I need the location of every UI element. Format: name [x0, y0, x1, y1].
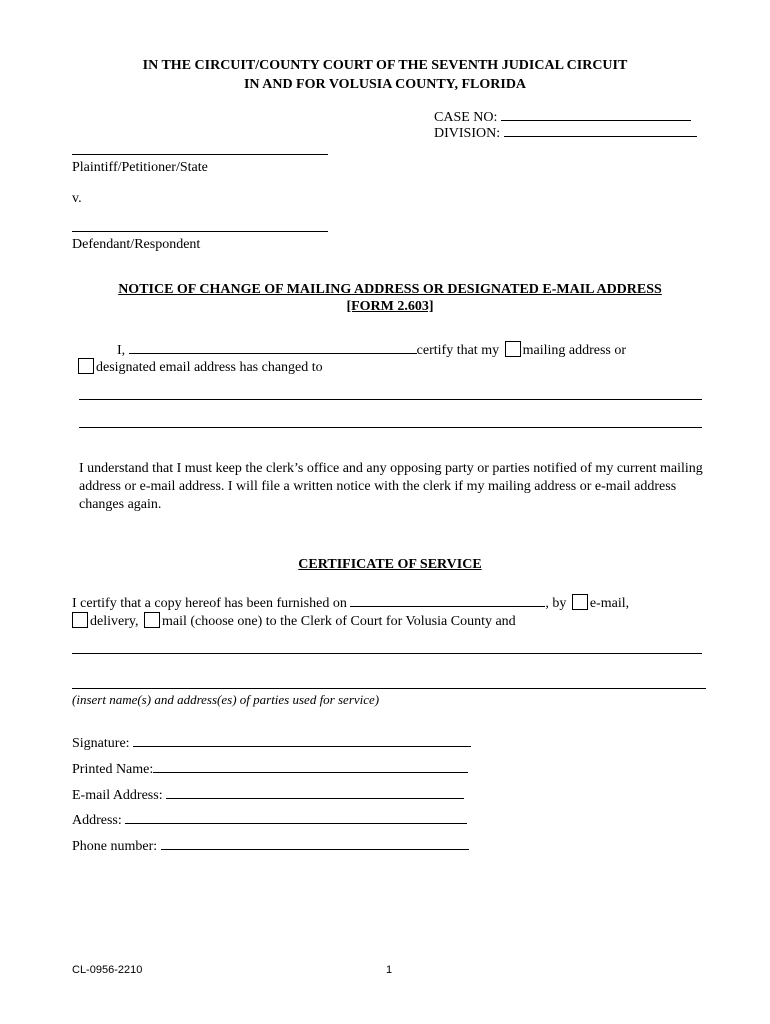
page-number: 1 [386, 964, 393, 976]
certifier-name-field[interactable] [129, 341, 417, 354]
defendant-field[interactable] [72, 231, 328, 232]
new-address-line2-field[interactable] [79, 427, 702, 428]
service-line2 [72, 612, 516, 631]
form-title-line2: [FORM 2.603] [346, 299, 434, 314]
division-label: DIVISION: [434, 126, 501, 141]
plaintiff-field[interactable] [72, 154, 328, 155]
phone-field[interactable] [161, 837, 469, 850]
signature-field[interactable] [133, 734, 471, 747]
certificate-of-service-heading: CERTIFICATE OF SERVICE [298, 557, 482, 572]
email-address-label: E-mail Address: [72, 788, 163, 803]
mailing-option-label: mailing address or [522, 343, 627, 358]
service-mail-checkbox[interactable] [144, 612, 160, 628]
email-address-field[interactable] [166, 786, 464, 799]
certify-line2 [78, 358, 323, 377]
address-row [72, 811, 467, 830]
service-by-text: , by [545, 596, 567, 611]
division-row [434, 124, 697, 143]
insert-names-note: (insert name(s) and address(es) of parties used for service) [72, 692, 380, 707]
court-header-line2: IN AND FOR VOLUSIA COUNTY, FLORIDA [243, 77, 527, 92]
address-label: Address: [72, 813, 122, 828]
phone-label: Phone number: [72, 839, 158, 854]
service-parties-line1-field[interactable] [72, 653, 702, 654]
email-address-row [72, 786, 464, 805]
understand-paragraph: I understand that I must keep the clerk’s office and any opposing party or parties notified of my current mailing address or e-mail address. I will file a written notice with the clerk if my mailing address or e-mail address changes again. [79, 461, 703, 512]
service-email-label: e-mail, [589, 596, 630, 611]
court-header-line1: IN THE CIRCUIT/COUNTY COURT OF THE SEVENTH JUDICAL CIRCUIT [142, 58, 628, 73]
phone-row [72, 837, 469, 856]
certify-prefix: I, [117, 343, 126, 358]
form-code: CL-0956-2210 [72, 964, 143, 976]
service-mail-label: mail (choose one) to the Clerk of Court for Volusia County and [161, 614, 516, 629]
form-title-line1: NOTICE OF CHANGE OF MAILING ADDRESS OR DESIGNATED E-MAIL ADDRESS [118, 282, 662, 297]
printed-name-label: Printed Name: [72, 762, 154, 777]
printed-name-field[interactable] [153, 760, 468, 773]
service-parties-line2-field[interactable] [72, 688, 706, 689]
mailing-address-checkbox[interactable] [505, 341, 521, 357]
service-line1 [72, 594, 629, 613]
printed-name-row [72, 760, 468, 779]
defendant-label: Defendant/Respondent [72, 237, 201, 252]
signature-row [72, 734, 471, 753]
email-address-checkbox[interactable] [78, 358, 94, 374]
service-delivery-checkbox[interactable] [72, 612, 88, 628]
case-no-field[interactable] [501, 108, 691, 121]
new-address-line1-field[interactable] [79, 399, 702, 400]
division-field[interactable] [504, 124, 697, 137]
plaintiff-label: Plaintiff/Petitioner/State [72, 160, 208, 175]
service-date-field[interactable] [350, 594, 545, 607]
certify-line1 [117, 341, 626, 360]
service-furnished-text: I certify that a copy hereof has been furnished on [72, 596, 347, 611]
email-option-label: designated email address has changed to [96, 360, 323, 375]
service-delivery-label: delivery, [90, 614, 139, 629]
address-field[interactable] [125, 811, 467, 824]
service-email-checkbox[interactable] [572, 594, 588, 610]
versus-text: v. [72, 191, 82, 206]
certify-middle: certify that my [416, 343, 500, 358]
case-no-label: CASE NO: [434, 110, 498, 125]
signature-label: Signature: [72, 736, 130, 751]
